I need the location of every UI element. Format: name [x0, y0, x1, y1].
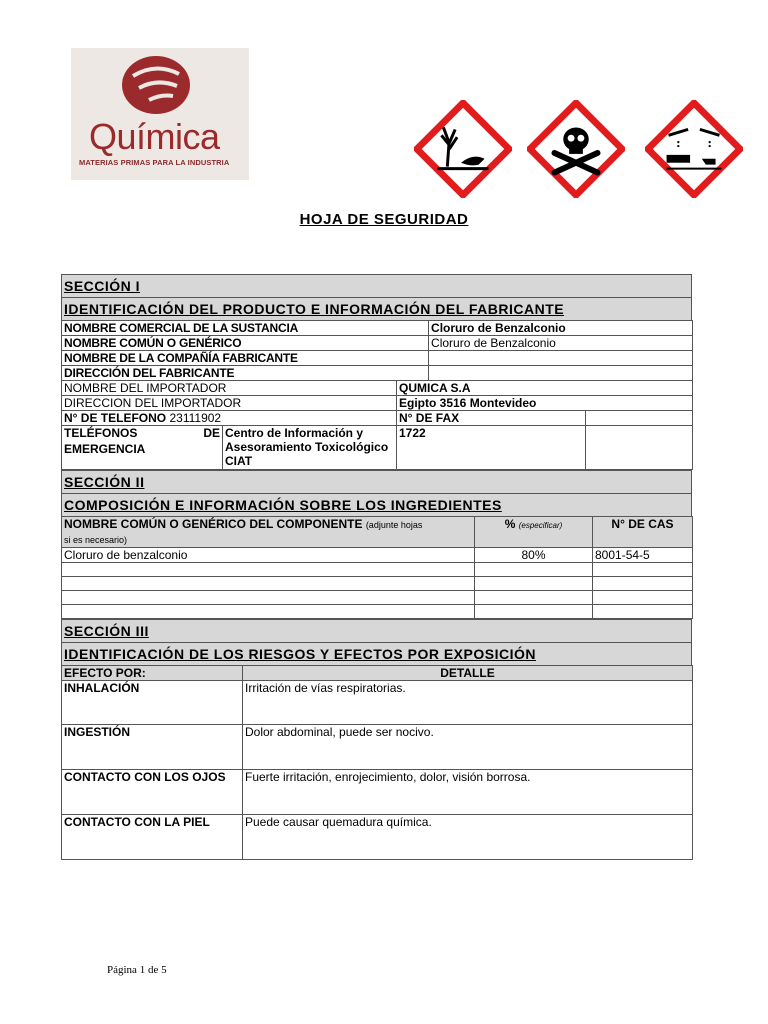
emergency-center-3: CIAT — [225, 454, 253, 468]
cas-header: N° DE CAS — [593, 517, 693, 548]
emergency-number: 1722 — [397, 426, 586, 470]
effect-eyes: CONTACTO CON LOS OJOS — [62, 770, 243, 815]
document-title: HOJA DE SEGURIDAD — [299, 211, 469, 228]
section-2-label: SECCIÓN II — [61, 470, 692, 493]
section-2-table — [61, 516, 693, 619]
emergency-center-2: Asesoramiento Toxicológico — [225, 440, 389, 454]
phone-row — [62, 411, 397, 426]
table-row — [62, 563, 693, 577]
table-row — [62, 577, 693, 591]
detail-skin: Puede causar quemadura química. — [243, 815, 693, 860]
manufacturer-label: NOMBRE DE LA COMPAÑÍA FABRICANTE — [62, 351, 429, 366]
component-name: Cloruro de benzalconio — [62, 548, 475, 563]
section-3-table — [61, 665, 693, 860]
phone-label: N° DE TELEFONO — [64, 411, 167, 425]
effect-ingestion: INGESTIÓN — [62, 725, 243, 770]
logo-name: Química — [89, 116, 220, 157]
effect-skin: CONTACTO CON LA PIEL — [62, 815, 243, 860]
commercial-name-label: NOMBRE COMERCIAL DE LA SUSTANCIA — [62, 321, 429, 336]
emergency-center-1: Centro de Información y — [225, 426, 364, 440]
logo-mark-icon — [119, 54, 193, 116]
fax-value — [586, 411, 693, 426]
section-3-label: SECCIÓN III — [61, 619, 692, 642]
section-3-title: IDENTIFICACIÓN DE LOS RIESGOS Y EFECTOS POR EXPOSICIÓN — [61, 642, 692, 665]
component-header-label: NOMBRE COMÚN O GENÉRICO DEL COMPONENTE — [64, 517, 363, 531]
importer-value: QUMICA S.A — [397, 381, 693, 396]
common-name-value: Cloruro de Benzalconio — [429, 336, 693, 351]
manufacturer-address-label: DIRECCIÓN DEL FABRICANTE — [62, 366, 429, 381]
emergency-label-2: EMERGENCIA — [64, 442, 146, 456]
manufacturer-address-value — [429, 366, 693, 381]
component-percent: 80% — [475, 548, 593, 563]
emergency-center — [223, 426, 397, 470]
section-2-title: COMPOSICIÓN E INFORMACIÓN SOBRE LOS INGREDIENTES — [61, 493, 692, 516]
component-header-note-2: si es necesario) — [64, 535, 128, 545]
emergency-label-1: TELÉFONOS — [64, 426, 138, 440]
page-number: Página 1 de 5 — [107, 964, 167, 976]
effect-inhalation: INHALACIÓN — [62, 681, 243, 725]
company-logo — [71, 48, 249, 180]
section-1-title: IDENTIFICACIÓN DEL PRODUCTO E INFORMACIÓN DEL FABRICANTE — [61, 297, 692, 320]
component-header-note-1: (adjunte hojas — [365, 520, 423, 530]
table-row — [62, 591, 693, 605]
detail-inhalation: Irritación de vías respiratorias. — [243, 681, 693, 725]
importer-label: NOMBRE DEL IMPORTADOR — [62, 381, 397, 396]
section-1-label: SECCIÓN I — [61, 274, 692, 297]
percent-header-note: (especificar) — [518, 521, 563, 530]
importer-address-label: DIRECCION DEL IMPORTADOR — [62, 396, 397, 411]
percent-header-label: % — [504, 517, 516, 531]
component-cas: 8001-54-5 — [593, 548, 693, 563]
component-header — [62, 517, 475, 548]
section-1-table — [61, 320, 693, 470]
emergency-label — [62, 426, 223, 470]
commercial-name-value: Cloruro de Benzalconio — [429, 321, 693, 336]
phone-value: 23111902 — [169, 411, 222, 425]
detail-header: DETALLE — [243, 666, 693, 681]
table-row — [62, 605, 693, 619]
emergency-extra — [586, 426, 693, 470]
detail-eyes: Fuerte irritación, enrojecimiento, dolor, visión borrosa. — [243, 770, 693, 815]
corrosive-icon — [645, 100, 743, 198]
fax-label: N° DE FAX — [397, 411, 586, 426]
detail-ingestion: Dolor abdominal, puede ser nocivo. — [243, 725, 693, 770]
manufacturer-value — [429, 351, 693, 366]
skull-crossbones-icon — [527, 100, 625, 198]
logo-tagline: MATERIAS PRIMAS PARA LA INDUSTRIA — [79, 158, 230, 167]
common-name-label: NOMBRE COMÚN O GENÉRICO — [62, 336, 429, 351]
effect-header: EFECTO POR: — [62, 666, 243, 681]
emergency-label-de: DE — [203, 426, 220, 440]
safety-data-form — [61, 274, 692, 860]
importer-address-value: Egipto 3516 Montevideo — [397, 396, 693, 411]
environment-hazard-icon — [414, 100, 512, 198]
percent-header — [475, 517, 593, 548]
